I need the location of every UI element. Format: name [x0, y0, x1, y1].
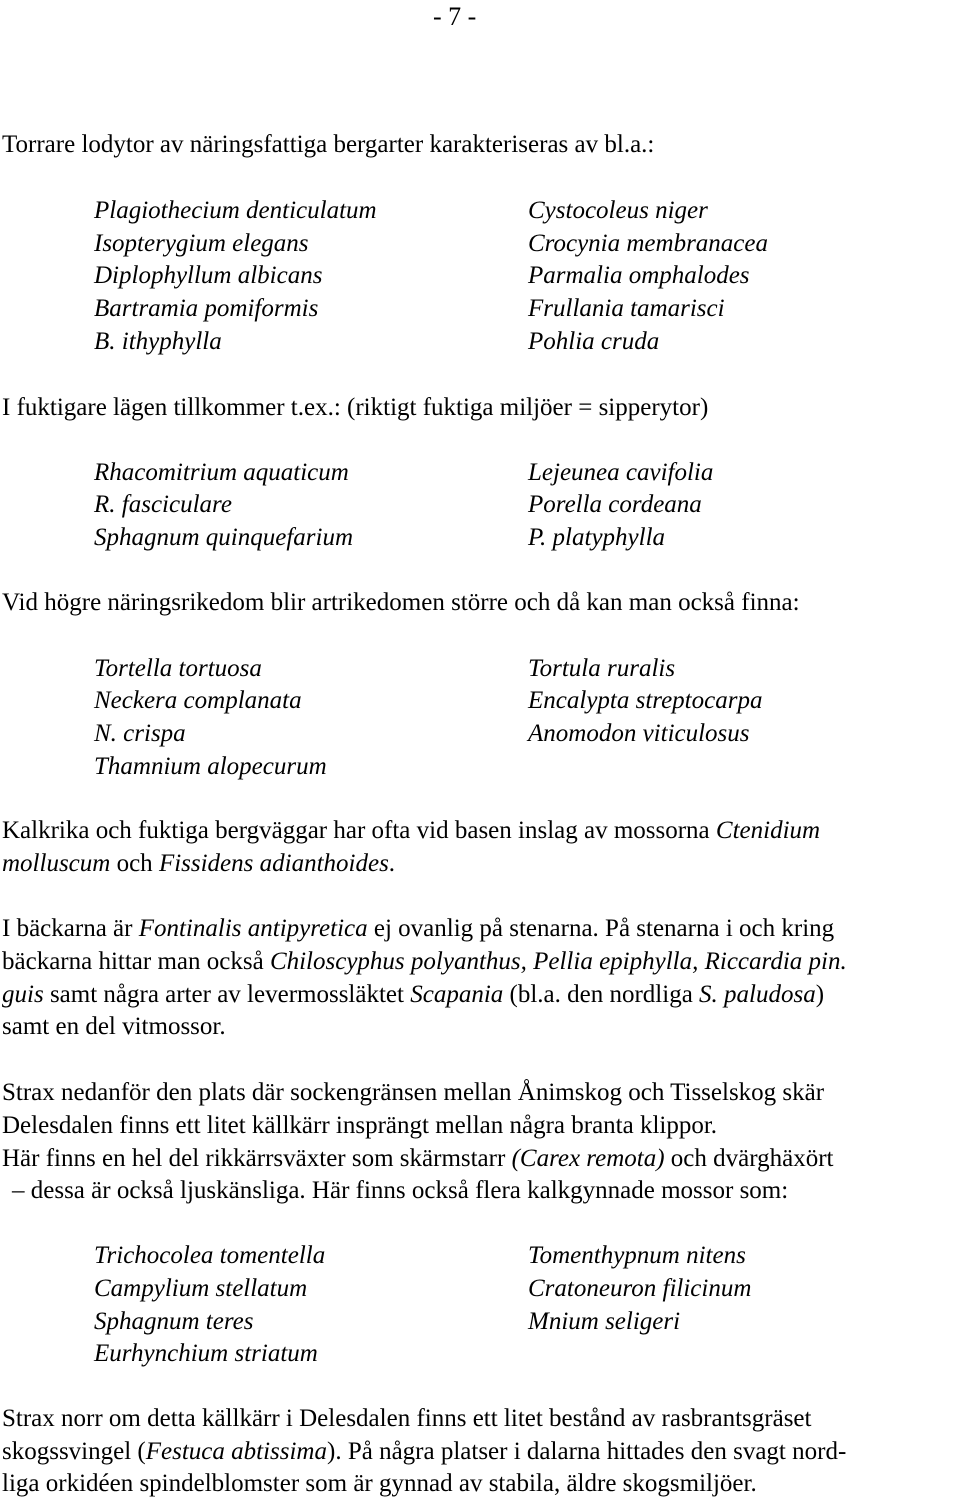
species-list-item: Tortella tortuosa: [94, 655, 262, 682]
species-list-item: P. platyphylla: [528, 524, 666, 551]
species-list-item: N. crispa: [94, 720, 186, 747]
paragraph-norr-line: skogssvingel (Festuca abtissima). På några platser i dalarna hittades den svagt nord-: [2, 1438, 847, 1465]
page-number: - 7 -: [433, 2, 477, 31]
species-list-item: Isopterygium elegans: [94, 230, 309, 257]
species-list-item: Bartramia pomiformis: [94, 295, 319, 322]
species-list-item: Crocynia membranacea: [528, 230, 768, 257]
species-list-item: Tortula ruralis: [528, 655, 676, 682]
paragraph-strax-line: Strax nedanför den plats där sockengränsen mellan Ånimskog och Tisselskog skär: [2, 1079, 825, 1106]
paragraph-norr-line: Strax norr om detta källkärr i Delesdalen finns ett litet bestånd av rasbrantsgräset: [2, 1405, 812, 1432]
species-list-item: Trichocolea tomentella: [94, 1242, 326, 1269]
species-list-item: Cystocoleus niger: [528, 197, 708, 224]
paragraph-strax-line: Här finns en hel del rikkärrsväxter som skärmstarr (Carex remota) och dvärghäxört: [2, 1145, 834, 1172]
species-list-item: Pohlia cruda: [528, 328, 660, 355]
species-list-item: Sphagnum teres: [94, 1308, 254, 1335]
paragraph-backarna-line: guis samt några arter av levermossläktet Scapania (bl.a. den nordliga S. paludosa): [2, 981, 825, 1008]
species-list-item: Parmalia omphalodes: [528, 262, 750, 289]
species-list-item: Cratoneuron filicinum: [528, 1275, 752, 1302]
species-list-item: Mnium seligeri: [528, 1308, 681, 1335]
species-list-item: R. fasciculare: [94, 491, 232, 518]
species-list-item: Porella cordeana: [528, 491, 702, 518]
species-list-item: Campylium stellatum: [94, 1275, 308, 1302]
species-list-item: Frullania tamarisci: [528, 295, 725, 322]
species-list-item: Thamnium alopecurum: [94, 753, 327, 780]
species-list-item: Plagiothecium denticulatum: [94, 197, 377, 224]
paragraph-norr-line: liga orkidéen spindelblomster som är gynnad av stabila, äldre skogsmiljöer.: [2, 1470, 757, 1497]
species-list-item: Diplophyllum albicans: [94, 262, 323, 289]
species-list-item: B. ithyphylla: [94, 328, 222, 355]
species-list-item: Tomenthypnum nitens: [528, 1242, 746, 1269]
species-list-item: Rhacomitrium aquaticum: [94, 459, 349, 486]
section3-intro: Vid högre näringsrikedom blir artrikedomen större och då kan man också finna:: [2, 589, 800, 616]
paragraph-kalkrika-line: molluscum och Fissidens adianthoides.: [2, 850, 396, 877]
paragraph-backarna-line: samt en del vitmossor.: [2, 1013, 226, 1040]
section2-intro: I fuktigare lägen tillkommer t.ex.: (riktigt fuktiga miljöer = sipperytor): [2, 394, 709, 421]
species-list-item: Lejeunea cavifolia: [528, 459, 714, 486]
paragraph-kalkrika-line: Kalkrika och fuktiga bergväggar har ofta vid basen inslag av mossorna Ctenidium: [2, 817, 821, 844]
species-list-item: Eurhynchium striatum: [94, 1340, 318, 1367]
paragraph-strax-line: – dessa är också ljuskänsliga. Här finns också flera kalkgynnade mossor som:: [12, 1177, 789, 1204]
species-list-item: Neckera complanata: [94, 687, 302, 714]
species-list-item: Sphagnum quinquefarium: [94, 524, 354, 551]
species-list-item: Encalypta streptocarpa: [528, 687, 763, 714]
section1-intro: Torrare lodytor av näringsfattiga bergarter karakteriseras av bl.a.:: [2, 131, 655, 158]
paragraph-strax-line: Delesdalen finns ett litet källkärr insprängt mellan några branta klippor.: [2, 1112, 718, 1139]
species-list-item: Anomodon viticulosus: [528, 720, 750, 747]
paragraph-backarna-line: bäckarna hittar man också Chiloscyphus polyanthus, Pellia epiphylla, Riccardia pin.: [2, 948, 847, 975]
paragraph-backarna-line: I bäckarna är Fontinalis antipyretica ej ovanlig på stenarna. På stenarna i och kring: [2, 915, 835, 942]
